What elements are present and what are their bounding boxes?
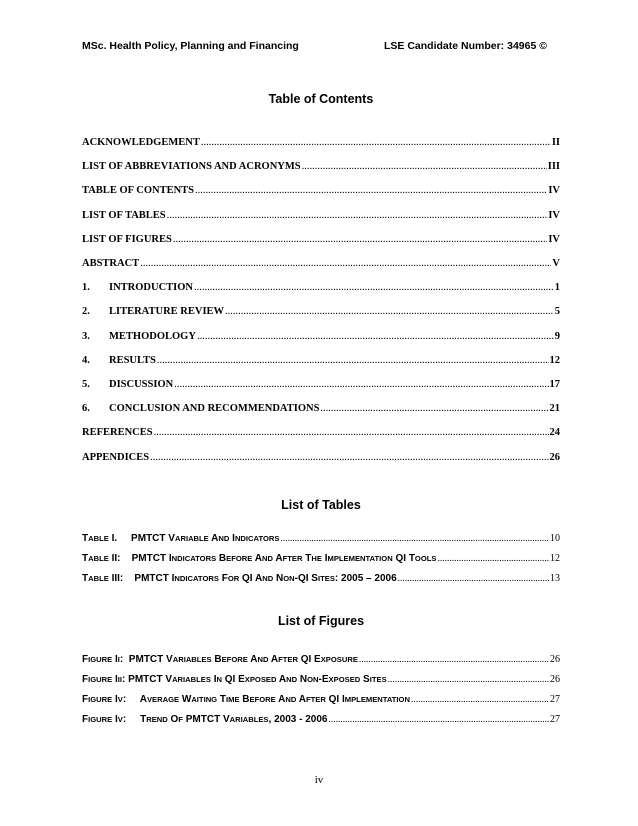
dot-leader [328, 715, 549, 725]
figure-label: FIGURE IV: [82, 694, 127, 705]
toc-entry-title: TABLE OF CONTENTS [82, 185, 195, 197]
toc-entry-title: METHODOLOGY [109, 330, 196, 342]
toc-entry [82, 306, 560, 320]
toc-entry-title: INTRODUCTION [109, 282, 194, 294]
table-page: 10 [550, 533, 560, 544]
toc-entry [82, 161, 560, 175]
dot-leader [411, 695, 549, 705]
dot-leader [173, 234, 547, 245]
dot-leader [140, 258, 551, 269]
toc-entry [82, 210, 560, 224]
toc-entry [82, 452, 560, 466]
table-title: PMTCT VARIABLE AND INDICATORS [131, 533, 280, 544]
figure-label: FIGURE II: [82, 654, 124, 665]
table-title: PMTCT INDICATORS BEFORE AND AFTER THE IMPLEMENTATION QI TOOLS [131, 553, 437, 564]
table-title: PMTCT INDICATORS FOR QI AND NON-QI SITES: 2005 – 2006 [134, 573, 397, 584]
figure-page: 26 [550, 654, 560, 665]
toc-entry-page: 9 [554, 330, 560, 342]
figure-page: 26 [550, 674, 560, 685]
toc-entry-page: 17 [549, 379, 560, 390]
toc-entry-number: 2. [82, 306, 90, 318]
dot-leader [201, 137, 551, 148]
toc-entry-page: III [547, 161, 560, 173]
dot-leader [280, 534, 549, 544]
toc-entry [82, 379, 560, 393]
header-program: MSc. Health Policy, Planning and Financing [82, 40, 299, 52]
dot-leader [194, 282, 554, 293]
toc-entry-number: 6. [82, 403, 90, 415]
toc-entry-number: 4. [82, 354, 90, 366]
toc-entry [82, 282, 560, 296]
dot-leader [150, 452, 548, 463]
table-label: TABLE II: [82, 553, 121, 564]
toc-entry [82, 185, 560, 199]
dot-leader [359, 655, 549, 665]
toc-entry [82, 427, 560, 441]
figure-label: FIGURE III: [82, 674, 126, 685]
toc-entry-page: 1 [554, 282, 560, 294]
dot-leader [320, 403, 548, 414]
figure-entry [82, 654, 560, 667]
toc-entry-page: IV [548, 233, 560, 245]
toc-entry-number: 1. [82, 282, 90, 294]
dot-leader [154, 427, 549, 438]
toc-entry [82, 137, 560, 151]
toc-entry [82, 355, 560, 369]
figure-page: 27 [550, 714, 560, 725]
figure-page: 27 [550, 694, 560, 705]
toc-entry-page: II [551, 137, 560, 148]
toc-entry-page: 21 [549, 403, 560, 415]
toc-heading: Table of Contents [268, 92, 374, 106]
toc-entry-title: REFERENCES [82, 427, 153, 439]
toc-entry-page: IV [548, 209, 560, 221]
toc-entry-page: 12 [549, 354, 560, 366]
table-entry [82, 553, 560, 566]
toc-entry-page: 5 [554, 306, 560, 318]
figure-label: FIGURE IV: [82, 714, 127, 725]
table-entry [82, 573, 560, 586]
dot-leader [398, 574, 549, 584]
figure-title: PMTCT VARIABLES BEFORE AND AFTER QI EXPOSURE [128, 654, 358, 665]
figure-entry [82, 694, 560, 707]
toc-entry-title: LIST OF FIGURES [82, 233, 172, 245]
table-label: TABLE I. [82, 533, 118, 544]
list-of-tables-heading: List of Tables [281, 498, 361, 512]
dot-leader [197, 331, 554, 342]
toc-entry-title: APPENDICES [82, 451, 150, 463]
dot-leader [157, 355, 549, 366]
figure-title: AVERAGE WAITING TIME BEFORE AND AFTER QI IMPLEMENTATION [139, 694, 410, 705]
figure-entry [82, 674, 560, 687]
dot-leader [437, 554, 549, 564]
figure-entry [82, 714, 560, 727]
toc-entry-title: LIST OF ABBREVIATIONS AND ACRONYMS [82, 161, 301, 173]
toc-entry-number: 3. [82, 330, 90, 342]
dot-leader [167, 210, 548, 221]
dot-leader [225, 306, 554, 317]
toc-entry-title: ACKNOWLEDGEMENT [82, 137, 200, 148]
table-page: 13 [550, 573, 560, 584]
figure-title: TREND OF PMTCT VARIABLES, 2003 - 2006 [140, 714, 328, 725]
header-candidate-number: LSE Candidate Number: 34965 © [384, 40, 547, 52]
dot-leader [302, 161, 547, 172]
toc-entry-page: IV [548, 185, 560, 197]
toc-entry [82, 331, 560, 345]
figure-title: PMTCT VARIABLES IN QI EXPOSED AND NON-EXPOSED SITES [128, 674, 387, 685]
toc-entry-title: CONCLUSION AND RECOMMENDATIONS [109, 403, 320, 415]
toc-entry-title: LIST OF TABLES [82, 209, 166, 221]
dot-leader [174, 379, 548, 390]
toc-entry-title: RESULTS [109, 354, 156, 366]
toc-entry-title: DISCUSSION [109, 379, 174, 390]
toc-entry-number: 5. [82, 379, 90, 390]
table-page: 12 [550, 553, 560, 564]
toc-entry-page: 24 [549, 427, 560, 439]
toc-entry-page: 26 [549, 451, 560, 463]
toc-entry-title: ABSTRACT [82, 258, 140, 269]
table-entry [82, 533, 560, 546]
toc-entry [82, 258, 560, 272]
toc-entry-title: LITERATURE REVIEW [109, 306, 225, 318]
running-header [82, 40, 560, 54]
toc-entry [82, 234, 560, 248]
dot-leader [195, 185, 547, 196]
page-number: iv [314, 774, 324, 786]
toc-entry [82, 403, 560, 417]
dot-leader [388, 675, 549, 685]
table-label: TABLE III: [82, 573, 124, 584]
toc-entry-page: V [552, 258, 560, 269]
list-of-figures-heading: List of Figures [277, 614, 365, 628]
